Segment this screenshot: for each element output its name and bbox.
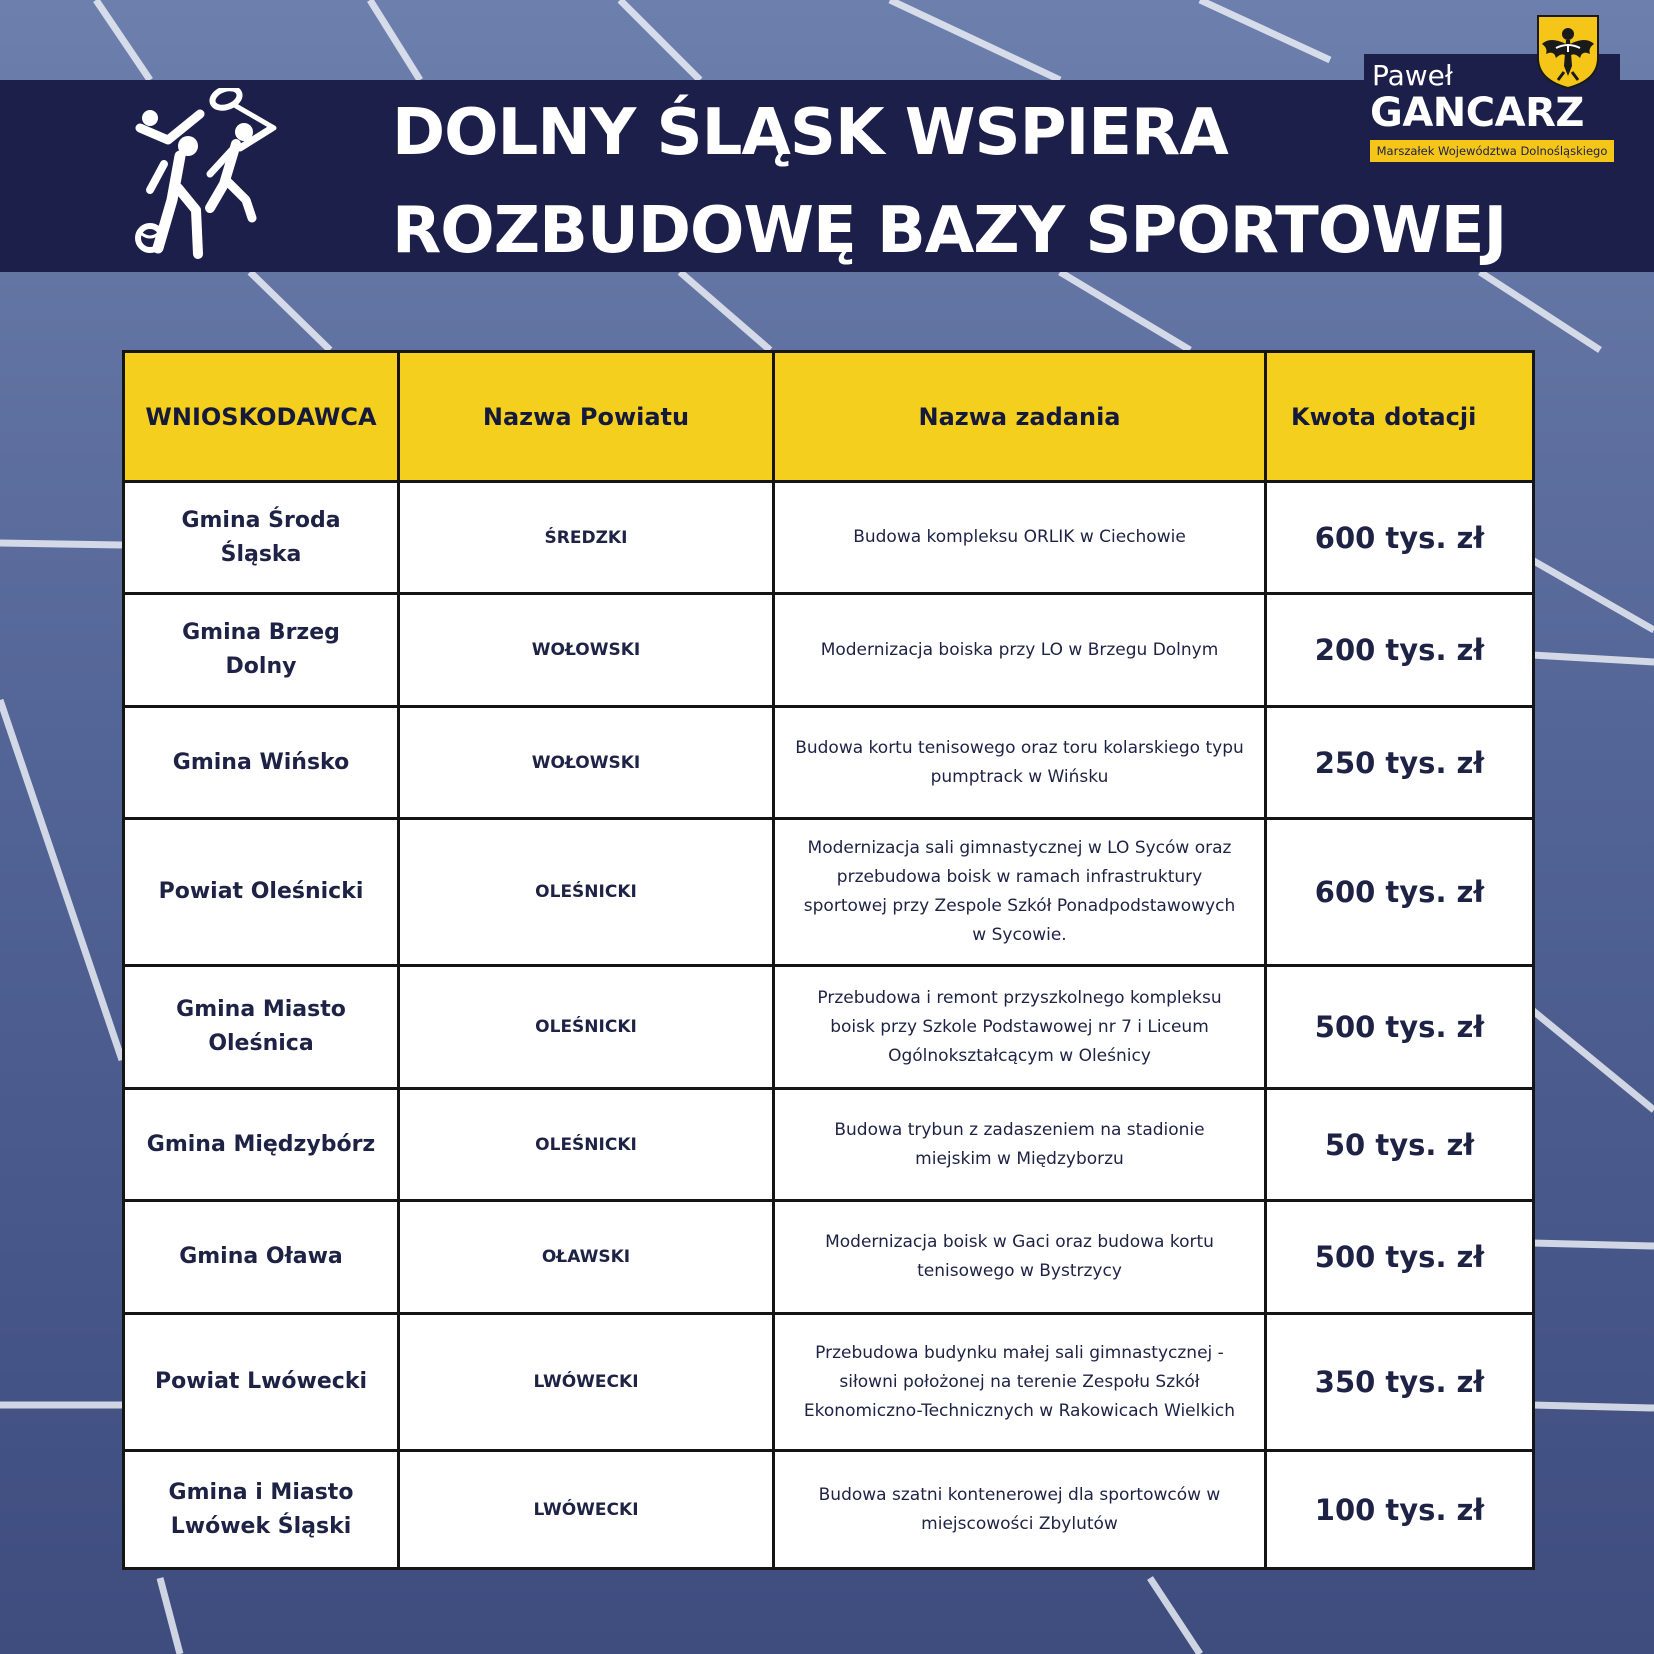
cell-powiat: LWÓWECKI: [399, 1451, 774, 1569]
cell-wnioskodawca: Powiat Lwówecki: [124, 1314, 399, 1451]
cell-zadanie: Modernizacja sali gimnastycznej w LO Syców oraz przebudowa boisk w ramach infrastruktury sportowej przy Zespole Szkół Ponadpodstawowych w Sycowie.: [774, 819, 1266, 966]
sport-figures-icon: [128, 88, 303, 263]
table-row: [124, 1201, 1534, 1314]
cell-zadanie: Przebudowa i remont przyszkolnego kompleksu boisk przy Szkole Podstawowej nr 7 i Liceum Ogólnokształcącym w Oleśnicy: [774, 966, 1266, 1089]
cell-zadanie: Modernizacja boiska przy LO w Brzegu Dolnym: [774, 594, 1266, 707]
cell-kwota: 350 tys. zł: [1266, 1314, 1534, 1451]
table-row: [124, 819, 1534, 966]
table-row: [124, 1314, 1534, 1451]
cell-zadanie: Budowa trybun z zadaszeniem na stadionie miejskim w Międzyborzu: [774, 1089, 1266, 1201]
cell-kwota: 250 tys. zł: [1266, 707, 1534, 819]
cell-wnioskodawca: Gmina Brzeg Dolny: [124, 594, 399, 707]
grants-table: [122, 350, 1535, 1570]
cell-zadanie: Przebudowa budynku małej sali gimnastycznej - siłowni położonej na terenie Zespołu Szkół Ekonomiczno-Technicznych w Rakowicach Wielkich: [774, 1314, 1266, 1451]
cell-zadanie: Budowa kompleksu ORLIK w Ciechowie: [774, 482, 1266, 594]
cell-kwota: 600 tys. zł: [1266, 482, 1534, 594]
page-title: [392, 84, 1506, 280]
brand-last-name: GANCARZ: [1370, 90, 1584, 136]
cell-zadanie: Modernizacja boisk w Gaci oraz budowa kortu tenisowego w Bystrzycy: [774, 1201, 1266, 1314]
cell-wnioskodawca: Gmina Środa Śląska: [124, 482, 399, 594]
column-header-wnioskodawca: WNIOSKODAWCA: [124, 352, 399, 482]
cell-wnioskodawca: Gmina Miasto Oleśnica: [124, 966, 399, 1089]
cell-wnioskodawca: Gmina Oława: [124, 1201, 399, 1314]
table-row: [124, 594, 1534, 707]
cell-zadanie: Budowa szatni kontenerowej dla sportowców w miejscowości Zbylutów: [774, 1451, 1266, 1569]
cell-powiat: OLEŚNICKI: [399, 966, 774, 1089]
eagle-coat-of-arms-icon: [1536, 14, 1600, 90]
cell-powiat: OŁAWSKI: [399, 1201, 774, 1314]
cell-powiat: WOŁOWSKI: [399, 707, 774, 819]
table-row: [124, 707, 1534, 819]
cell-powiat: OLEŚNICKI: [399, 819, 774, 966]
title-line-2: ROZBUDOWĘ BAZY SPORTOWEJ: [392, 194, 1507, 268]
cell-wnioskodawca: Gmina i Miasto Lwówek Śląski: [124, 1451, 399, 1569]
table-row: [124, 1089, 1534, 1201]
title-line-1: DOLNY ŚLĄSK WSPIERA: [392, 96, 1228, 170]
cell-wnioskodawca: Powiat Oleśnicki: [124, 819, 399, 966]
cell-powiat: ŚREDZKI: [399, 482, 774, 594]
column-header-powiat: Nazwa Powiatu: [399, 352, 774, 482]
cell-kwota: 500 tys. zł: [1266, 1201, 1534, 1314]
cell-kwota: 200 tys. zł: [1266, 594, 1534, 707]
column-header-zadanie: Nazwa zadania: [774, 352, 1266, 482]
cell-kwota: 600 tys. zł: [1266, 819, 1534, 966]
cell-kwota: 50 tys. zł: [1266, 1089, 1534, 1201]
cell-kwota: 100 tys. zł: [1266, 1451, 1534, 1569]
table-row: [124, 966, 1534, 1089]
cell-zadanie: Budowa kortu tenisowego oraz toru kolarskiego typu pumptrack w Wińsku: [774, 707, 1266, 819]
table-row: [124, 482, 1534, 594]
cell-kwota: 500 tys. zł: [1266, 966, 1534, 1089]
cell-wnioskodawca: Gmina Wińsko: [124, 707, 399, 819]
cell-powiat: WOŁOWSKI: [399, 594, 774, 707]
cell-wnioskodawca: Gmina Międzybórz: [124, 1089, 399, 1201]
table-row: [124, 1451, 1534, 1569]
cell-powiat: OLEŚNICKI: [399, 1089, 774, 1201]
column-header-kwota: Kwota dotacji: [1266, 352, 1534, 482]
table-header-row: [124, 352, 1534, 482]
brand-first-name: Paweł: [1372, 59, 1453, 92]
cell-powiat: LWÓWECKI: [399, 1314, 774, 1451]
brand-role-label: Marszałek Województwa Dolnośląskiego: [1370, 140, 1614, 162]
